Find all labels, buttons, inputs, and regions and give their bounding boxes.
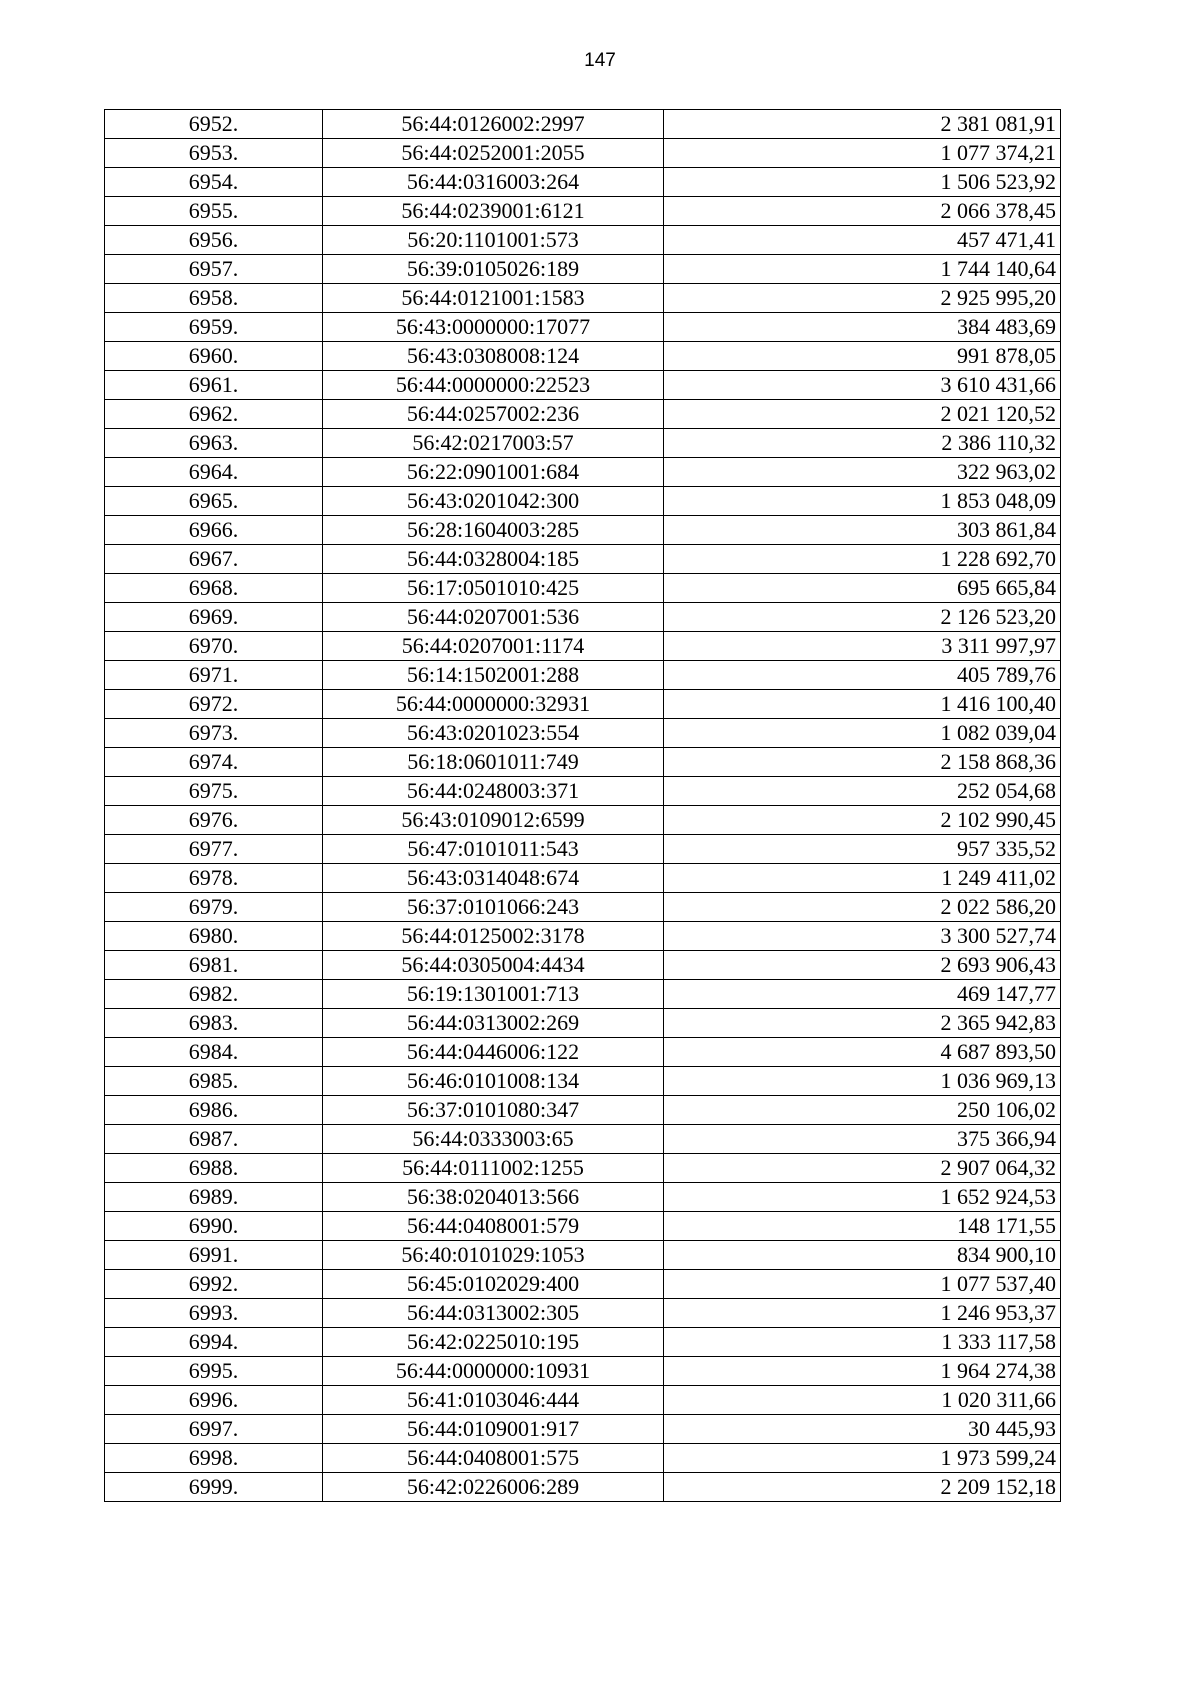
cadastral-value-cell: 991 878,05 bbox=[664, 342, 1061, 371]
cadastral-number-cell: 56:44:0316003:264 bbox=[323, 168, 664, 197]
row-number-cell: 6993. bbox=[105, 1299, 323, 1328]
cadastral-number-cell: 56:44:0248003:371 bbox=[323, 777, 664, 806]
cadastral-number-cell: 56:44:0125002:3178 bbox=[323, 922, 664, 951]
cadastral-number-cell: 56:28:1604003:285 bbox=[323, 516, 664, 545]
cadastral-value-cell: 1 333 117,58 bbox=[664, 1328, 1061, 1357]
row-number-cell: 6959. bbox=[105, 313, 323, 342]
row-number-cell: 6953. bbox=[105, 139, 323, 168]
cadastral-value-cell: 957 335,52 bbox=[664, 835, 1061, 864]
cadastral-value-cell: 1 652 924,53 bbox=[664, 1183, 1061, 1212]
cadastral-number-cell: 56:44:0252001:2055 bbox=[323, 139, 664, 168]
row-number-cell: 6980. bbox=[105, 922, 323, 951]
table-row bbox=[105, 1125, 1061, 1154]
row-number-cell: 6975. bbox=[105, 777, 323, 806]
cadastral-value-cell: 695 665,84 bbox=[664, 574, 1061, 603]
cadastral-value-cell: 2 381 081,91 bbox=[664, 110, 1061, 139]
cadastral-value-cell: 2 925 995,20 bbox=[664, 284, 1061, 313]
cadastral-value-cell: 405 789,76 bbox=[664, 661, 1061, 690]
table-row bbox=[105, 864, 1061, 893]
table-row bbox=[105, 835, 1061, 864]
table-row bbox=[105, 1067, 1061, 1096]
cadastral-value-cell: 834 900,10 bbox=[664, 1241, 1061, 1270]
row-number-cell: 6960. bbox=[105, 342, 323, 371]
table-row bbox=[105, 603, 1061, 632]
table-row bbox=[105, 1270, 1061, 1299]
cadastral-value-cell: 1 249 411,02 bbox=[664, 864, 1061, 893]
cadastral-number-cell: 56:44:0121001:1583 bbox=[323, 284, 664, 313]
row-number-cell: 6972. bbox=[105, 690, 323, 719]
table-row bbox=[105, 284, 1061, 313]
table-row bbox=[105, 719, 1061, 748]
cadastral-value-table bbox=[104, 109, 1061, 1502]
cadastral-number-cell: 56:44:0000000:10931 bbox=[323, 1357, 664, 1386]
cadastral-value-cell: 1 964 274,38 bbox=[664, 1357, 1061, 1386]
row-number-cell: 6988. bbox=[105, 1154, 323, 1183]
cadastral-number-cell: 56:44:0305004:4434 bbox=[323, 951, 664, 980]
cadastral-number-cell: 56:44:0109001:917 bbox=[323, 1415, 664, 1444]
cadastral-value-cell: 3 300 527,74 bbox=[664, 922, 1061, 951]
cadastral-number-cell: 56:44:0408001:575 bbox=[323, 1444, 664, 1473]
row-number-cell: 6999. bbox=[105, 1473, 323, 1502]
row-number-cell: 6991. bbox=[105, 1241, 323, 1270]
cadastral-value-cell: 2 022 586,20 bbox=[664, 893, 1061, 922]
cadastral-value-cell: 1 082 039,04 bbox=[664, 719, 1061, 748]
row-number-cell: 6955. bbox=[105, 197, 323, 226]
cadastral-number-cell: 56:42:0225010:195 bbox=[323, 1328, 664, 1357]
row-number-cell: 6956. bbox=[105, 226, 323, 255]
cadastral-number-cell: 56:46:0101008:134 bbox=[323, 1067, 664, 1096]
table-row bbox=[105, 777, 1061, 806]
row-number-cell: 6998. bbox=[105, 1444, 323, 1473]
page-number: 147 bbox=[584, 50, 616, 71]
cadastral-number-cell: 56:44:0000000:32931 bbox=[323, 690, 664, 719]
cadastral-number-cell: 56:40:0101029:1053 bbox=[323, 1241, 664, 1270]
cadastral-value-cell: 30 445,93 bbox=[664, 1415, 1061, 1444]
row-number-cell: 6961. bbox=[105, 371, 323, 400]
table-row bbox=[105, 1183, 1061, 1212]
table-row bbox=[105, 1038, 1061, 1067]
cadastral-value-cell: 4 687 893,50 bbox=[664, 1038, 1061, 1067]
cadastral-number-cell: 56:39:0105026:189 bbox=[323, 255, 664, 284]
row-number-cell: 6969. bbox=[105, 603, 323, 632]
table-row bbox=[105, 168, 1061, 197]
row-number-cell: 6974. bbox=[105, 748, 323, 777]
row-number-cell: 6973. bbox=[105, 719, 323, 748]
cadastral-number-cell: 56:18:0601011:749 bbox=[323, 748, 664, 777]
table-row bbox=[105, 545, 1061, 574]
row-number-cell: 6954. bbox=[105, 168, 323, 197]
cadastral-number-cell: 56:20:1101001:573 bbox=[323, 226, 664, 255]
cadastral-value-cell: 148 171,55 bbox=[664, 1212, 1061, 1241]
cadastral-value-cell: 2 126 523,20 bbox=[664, 603, 1061, 632]
table-row bbox=[105, 487, 1061, 516]
row-number-cell: 6964. bbox=[105, 458, 323, 487]
cadastral-value-cell: 1 744 140,64 bbox=[664, 255, 1061, 284]
cadastral-number-cell: 56:17:0501010:425 bbox=[323, 574, 664, 603]
cadastral-value-cell: 322 963,02 bbox=[664, 458, 1061, 487]
table-row bbox=[105, 1299, 1061, 1328]
row-number-cell: 6970. bbox=[105, 632, 323, 661]
cadastral-value-cell: 3 610 431,66 bbox=[664, 371, 1061, 400]
cadastral-value-cell: 1 853 048,09 bbox=[664, 487, 1061, 516]
cadastral-number-cell: 56:37:0101066:243 bbox=[323, 893, 664, 922]
cadastral-number-cell: 56:44:0446006:122 bbox=[323, 1038, 664, 1067]
row-number-cell: 6979. bbox=[105, 893, 323, 922]
cadastral-value-cell: 1 228 692,70 bbox=[664, 545, 1061, 574]
row-number-cell: 6978. bbox=[105, 864, 323, 893]
table-row bbox=[105, 980, 1061, 1009]
table-row bbox=[105, 429, 1061, 458]
cadastral-number-cell: 56:44:0239001:6121 bbox=[323, 197, 664, 226]
table-row bbox=[105, 574, 1061, 603]
table-row bbox=[105, 313, 1061, 342]
cadastral-value-cell: 2 066 378,45 bbox=[664, 197, 1061, 226]
row-number-cell: 6966. bbox=[105, 516, 323, 545]
row-number-cell: 6963. bbox=[105, 429, 323, 458]
cadastral-number-cell: 56:44:0408001:579 bbox=[323, 1212, 664, 1241]
row-number-cell: 6986. bbox=[105, 1096, 323, 1125]
row-number-cell: 6982. bbox=[105, 980, 323, 1009]
table-row bbox=[105, 893, 1061, 922]
cadastral-value-cell: 1 246 953,37 bbox=[664, 1299, 1061, 1328]
row-number-cell: 6957. bbox=[105, 255, 323, 284]
cadastral-number-cell: 56:43:0000000:17077 bbox=[323, 313, 664, 342]
cadastral-number-cell: 56:38:0204013:566 bbox=[323, 1183, 664, 1212]
cadastral-number-cell: 56:22:0901001:684 bbox=[323, 458, 664, 487]
table-row bbox=[105, 951, 1061, 980]
cadastral-number-cell: 56:44:0313002:305 bbox=[323, 1299, 664, 1328]
table-row bbox=[105, 690, 1061, 719]
cadastral-value-cell: 2 102 990,45 bbox=[664, 806, 1061, 835]
cadastral-number-cell: 56:44:0126002:2997 bbox=[323, 110, 664, 139]
cadastral-number-cell: 56:43:0308008:124 bbox=[323, 342, 664, 371]
cadastral-value-cell: 469 147,77 bbox=[664, 980, 1061, 1009]
cadastral-number-cell: 56:44:0000000:22523 bbox=[323, 371, 664, 400]
row-number-cell: 6990. bbox=[105, 1212, 323, 1241]
table-row bbox=[105, 516, 1061, 545]
table-row bbox=[105, 1357, 1061, 1386]
table-row bbox=[105, 1009, 1061, 1038]
cadastral-value-cell: 2 693 906,43 bbox=[664, 951, 1061, 980]
cadastral-number-cell: 56:43:0201042:300 bbox=[323, 487, 664, 516]
cadastral-number-cell: 56:44:0328004:185 bbox=[323, 545, 664, 574]
table-row bbox=[105, 1212, 1061, 1241]
cadastral-number-cell: 56:44:0257002:236 bbox=[323, 400, 664, 429]
table-row bbox=[105, 806, 1061, 835]
row-number-cell: 6976. bbox=[105, 806, 323, 835]
row-number-cell: 6977. bbox=[105, 835, 323, 864]
row-number-cell: 6958. bbox=[105, 284, 323, 313]
table-row bbox=[105, 255, 1061, 284]
table-row bbox=[105, 1386, 1061, 1415]
cadastral-number-cell: 56:45:0102029:400 bbox=[323, 1270, 664, 1299]
cadastral-number-cell: 56:47:0101011:543 bbox=[323, 835, 664, 864]
table-row bbox=[105, 1415, 1061, 1444]
table-row bbox=[105, 1328, 1061, 1357]
cadastral-value-cell: 2 365 942,83 bbox=[664, 1009, 1061, 1038]
row-number-cell: 6985. bbox=[105, 1067, 323, 1096]
row-number-cell: 6994. bbox=[105, 1328, 323, 1357]
row-number-cell: 6987. bbox=[105, 1125, 323, 1154]
row-number-cell: 6995. bbox=[105, 1357, 323, 1386]
cadastral-number-cell: 56:44:0333003:65 bbox=[323, 1125, 664, 1154]
cadastral-value-cell: 1 973 599,24 bbox=[664, 1444, 1061, 1473]
table-row bbox=[105, 197, 1061, 226]
table-row bbox=[105, 458, 1061, 487]
cadastral-value-cell: 457 471,41 bbox=[664, 226, 1061, 255]
cadastral-value-cell: 1 416 100,40 bbox=[664, 690, 1061, 719]
cadastral-value-cell: 2 158 868,36 bbox=[664, 748, 1061, 777]
cadastral-number-cell: 56:37:0101080:347 bbox=[323, 1096, 664, 1125]
cadastral-value-cell: 3 311 997,97 bbox=[664, 632, 1061, 661]
row-number-cell: 6984. bbox=[105, 1038, 323, 1067]
table-row bbox=[105, 110, 1061, 139]
table-row bbox=[105, 139, 1061, 168]
cadastral-number-cell: 56:14:1502001:288 bbox=[323, 661, 664, 690]
row-number-cell: 6983. bbox=[105, 1009, 323, 1038]
cadastral-value-cell: 1 077 537,40 bbox=[664, 1270, 1061, 1299]
row-number-cell: 6996. bbox=[105, 1386, 323, 1415]
row-number-cell: 6967. bbox=[105, 545, 323, 574]
cadastral-value-cell: 1 036 969,13 bbox=[664, 1067, 1061, 1096]
table-body bbox=[105, 110, 1061, 1502]
table-row bbox=[105, 1241, 1061, 1270]
table-row bbox=[105, 342, 1061, 371]
cadastral-value-cell: 1 077 374,21 bbox=[664, 139, 1061, 168]
row-number-cell: 6992. bbox=[105, 1270, 323, 1299]
row-number-cell: 6968. bbox=[105, 574, 323, 603]
cadastral-number-cell: 56:41:0103046:444 bbox=[323, 1386, 664, 1415]
cadastral-value-cell: 2 386 110,32 bbox=[664, 429, 1061, 458]
cadastral-number-cell: 56:42:0217003:57 bbox=[323, 429, 664, 458]
cadastral-number-cell: 56:44:0313002:269 bbox=[323, 1009, 664, 1038]
cadastral-number-cell: 56:44:0111002:1255 bbox=[323, 1154, 664, 1183]
cadastral-value-cell: 303 861,84 bbox=[664, 516, 1061, 545]
row-number-cell: 6952. bbox=[105, 110, 323, 139]
cadastral-value-cell: 2 209 152,18 bbox=[664, 1473, 1061, 1502]
row-number-cell: 6971. bbox=[105, 661, 323, 690]
table-row bbox=[105, 400, 1061, 429]
cadastral-number-cell: 56:43:0314048:674 bbox=[323, 864, 664, 893]
row-number-cell: 6997. bbox=[105, 1415, 323, 1444]
cadastral-value-cell: 375 366,94 bbox=[664, 1125, 1061, 1154]
row-number-cell: 6989. bbox=[105, 1183, 323, 1212]
table-row bbox=[105, 1154, 1061, 1183]
row-number-cell: 6962. bbox=[105, 400, 323, 429]
table-row bbox=[105, 1444, 1061, 1473]
table-row bbox=[105, 632, 1061, 661]
cadastral-number-cell: 56:43:0109012:6599 bbox=[323, 806, 664, 835]
table-row bbox=[105, 748, 1061, 777]
cadastral-number-cell: 56:43:0201023:554 bbox=[323, 719, 664, 748]
cadastral-value-cell: 384 483,69 bbox=[664, 313, 1061, 342]
table-row bbox=[105, 1096, 1061, 1125]
row-number-cell: 6981. bbox=[105, 951, 323, 980]
table-row bbox=[105, 371, 1061, 400]
row-number-cell: 6965. bbox=[105, 487, 323, 516]
cadastral-value-cell: 252 054,68 bbox=[664, 777, 1061, 806]
cadastral-number-cell: 56:44:0207001:536 bbox=[323, 603, 664, 632]
cadastral-number-cell: 56:44:0207001:1174 bbox=[323, 632, 664, 661]
cadastral-value-cell: 1 506 523,92 bbox=[664, 168, 1061, 197]
table-row bbox=[105, 1473, 1061, 1502]
table-row bbox=[105, 661, 1061, 690]
cadastral-value-cell: 1 020 311,66 bbox=[664, 1386, 1061, 1415]
cadastral-number-cell: 56:19:1301001:713 bbox=[323, 980, 664, 1009]
cadastral-value-cell: 250 106,02 bbox=[664, 1096, 1061, 1125]
cadastral-value-cell: 2 021 120,52 bbox=[664, 400, 1061, 429]
cadastral-number-cell: 56:42:0226006:289 bbox=[323, 1473, 664, 1502]
table-row bbox=[105, 226, 1061, 255]
table-row bbox=[105, 922, 1061, 951]
cadastral-value-cell: 2 907 064,32 bbox=[664, 1154, 1061, 1183]
